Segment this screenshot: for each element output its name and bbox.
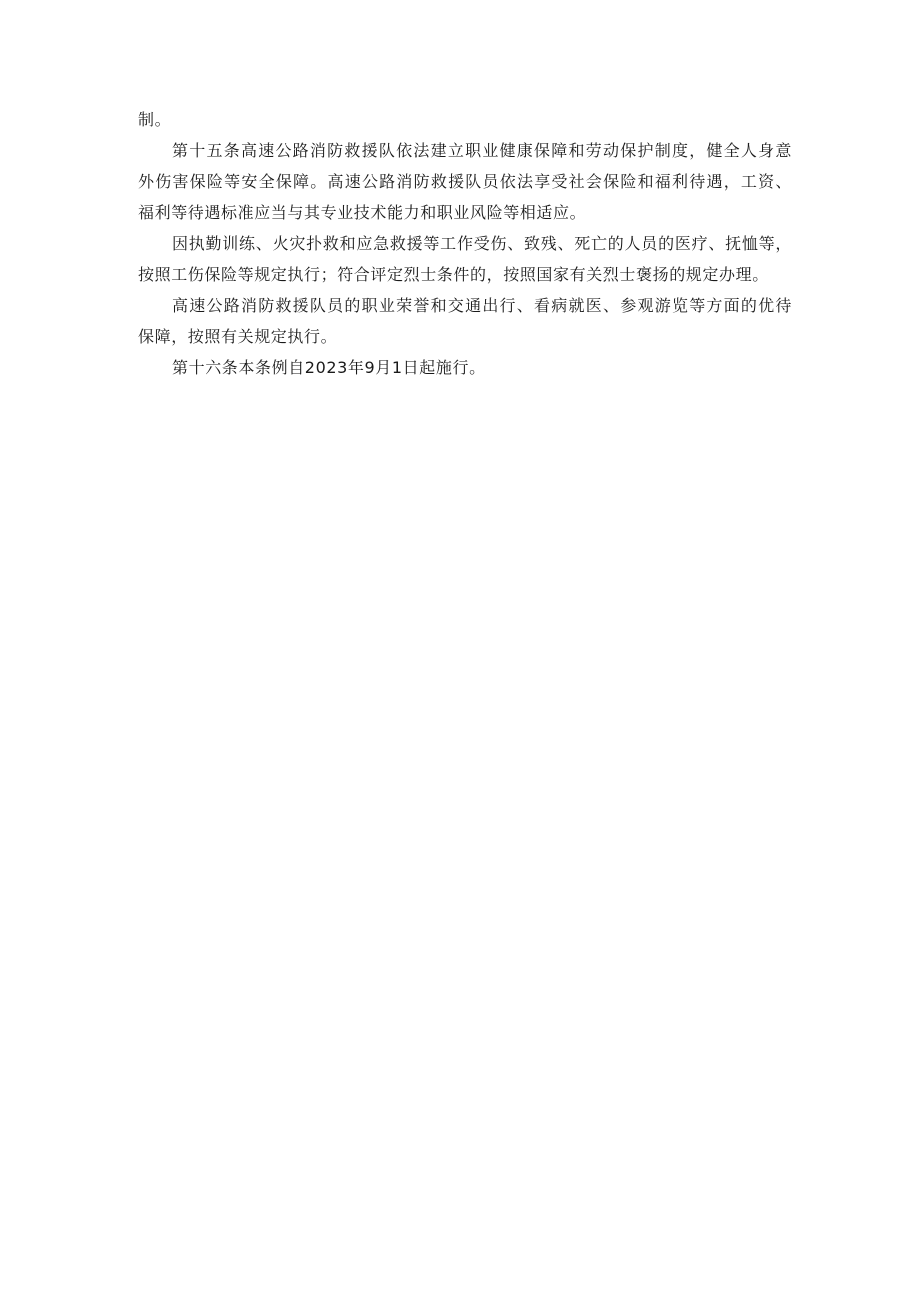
- article-16-line: 第十六条本条例自2023年9月1日起施行。: [172, 358, 486, 377]
- paragraph-injury-line-2: 按照工伤保险等规定执行；符合评定烈士条件的，按照国家有关烈士褒扬的规定办理。: [138, 265, 769, 284]
- article-15-line-3: 福利等待遇标准应当与其专业技术能力和职业风险等相适应。: [138, 203, 587, 222]
- article-15-line-2: 外伤害保险等安全保障。高速公路消防救援队员依法享受社会保险和福利待遇，工资、: [138, 172, 792, 191]
- text-line-continuation: 制。: [138, 110, 172, 129]
- paragraph-honor-line-1: 高速公路消防救援队员的职业荣誉和交通出行、看病就医、参观游览等方面的优待: [172, 296, 792, 315]
- paragraph-honor-line-2: 保障，按照有关规定执行。: [138, 327, 338, 346]
- document-body: [138, 104, 792, 383]
- article-15-line-1: 第十五条高速公路消防救援队依法建立职业健康保障和劳动保护制度，健全人身意: [172, 141, 792, 160]
- paragraph-injury-line-1: 因执勤训练、火灾扑救和应急救援等工作受伤、致残、死亡的人员的医疗、抚恤等，: [172, 234, 792, 253]
